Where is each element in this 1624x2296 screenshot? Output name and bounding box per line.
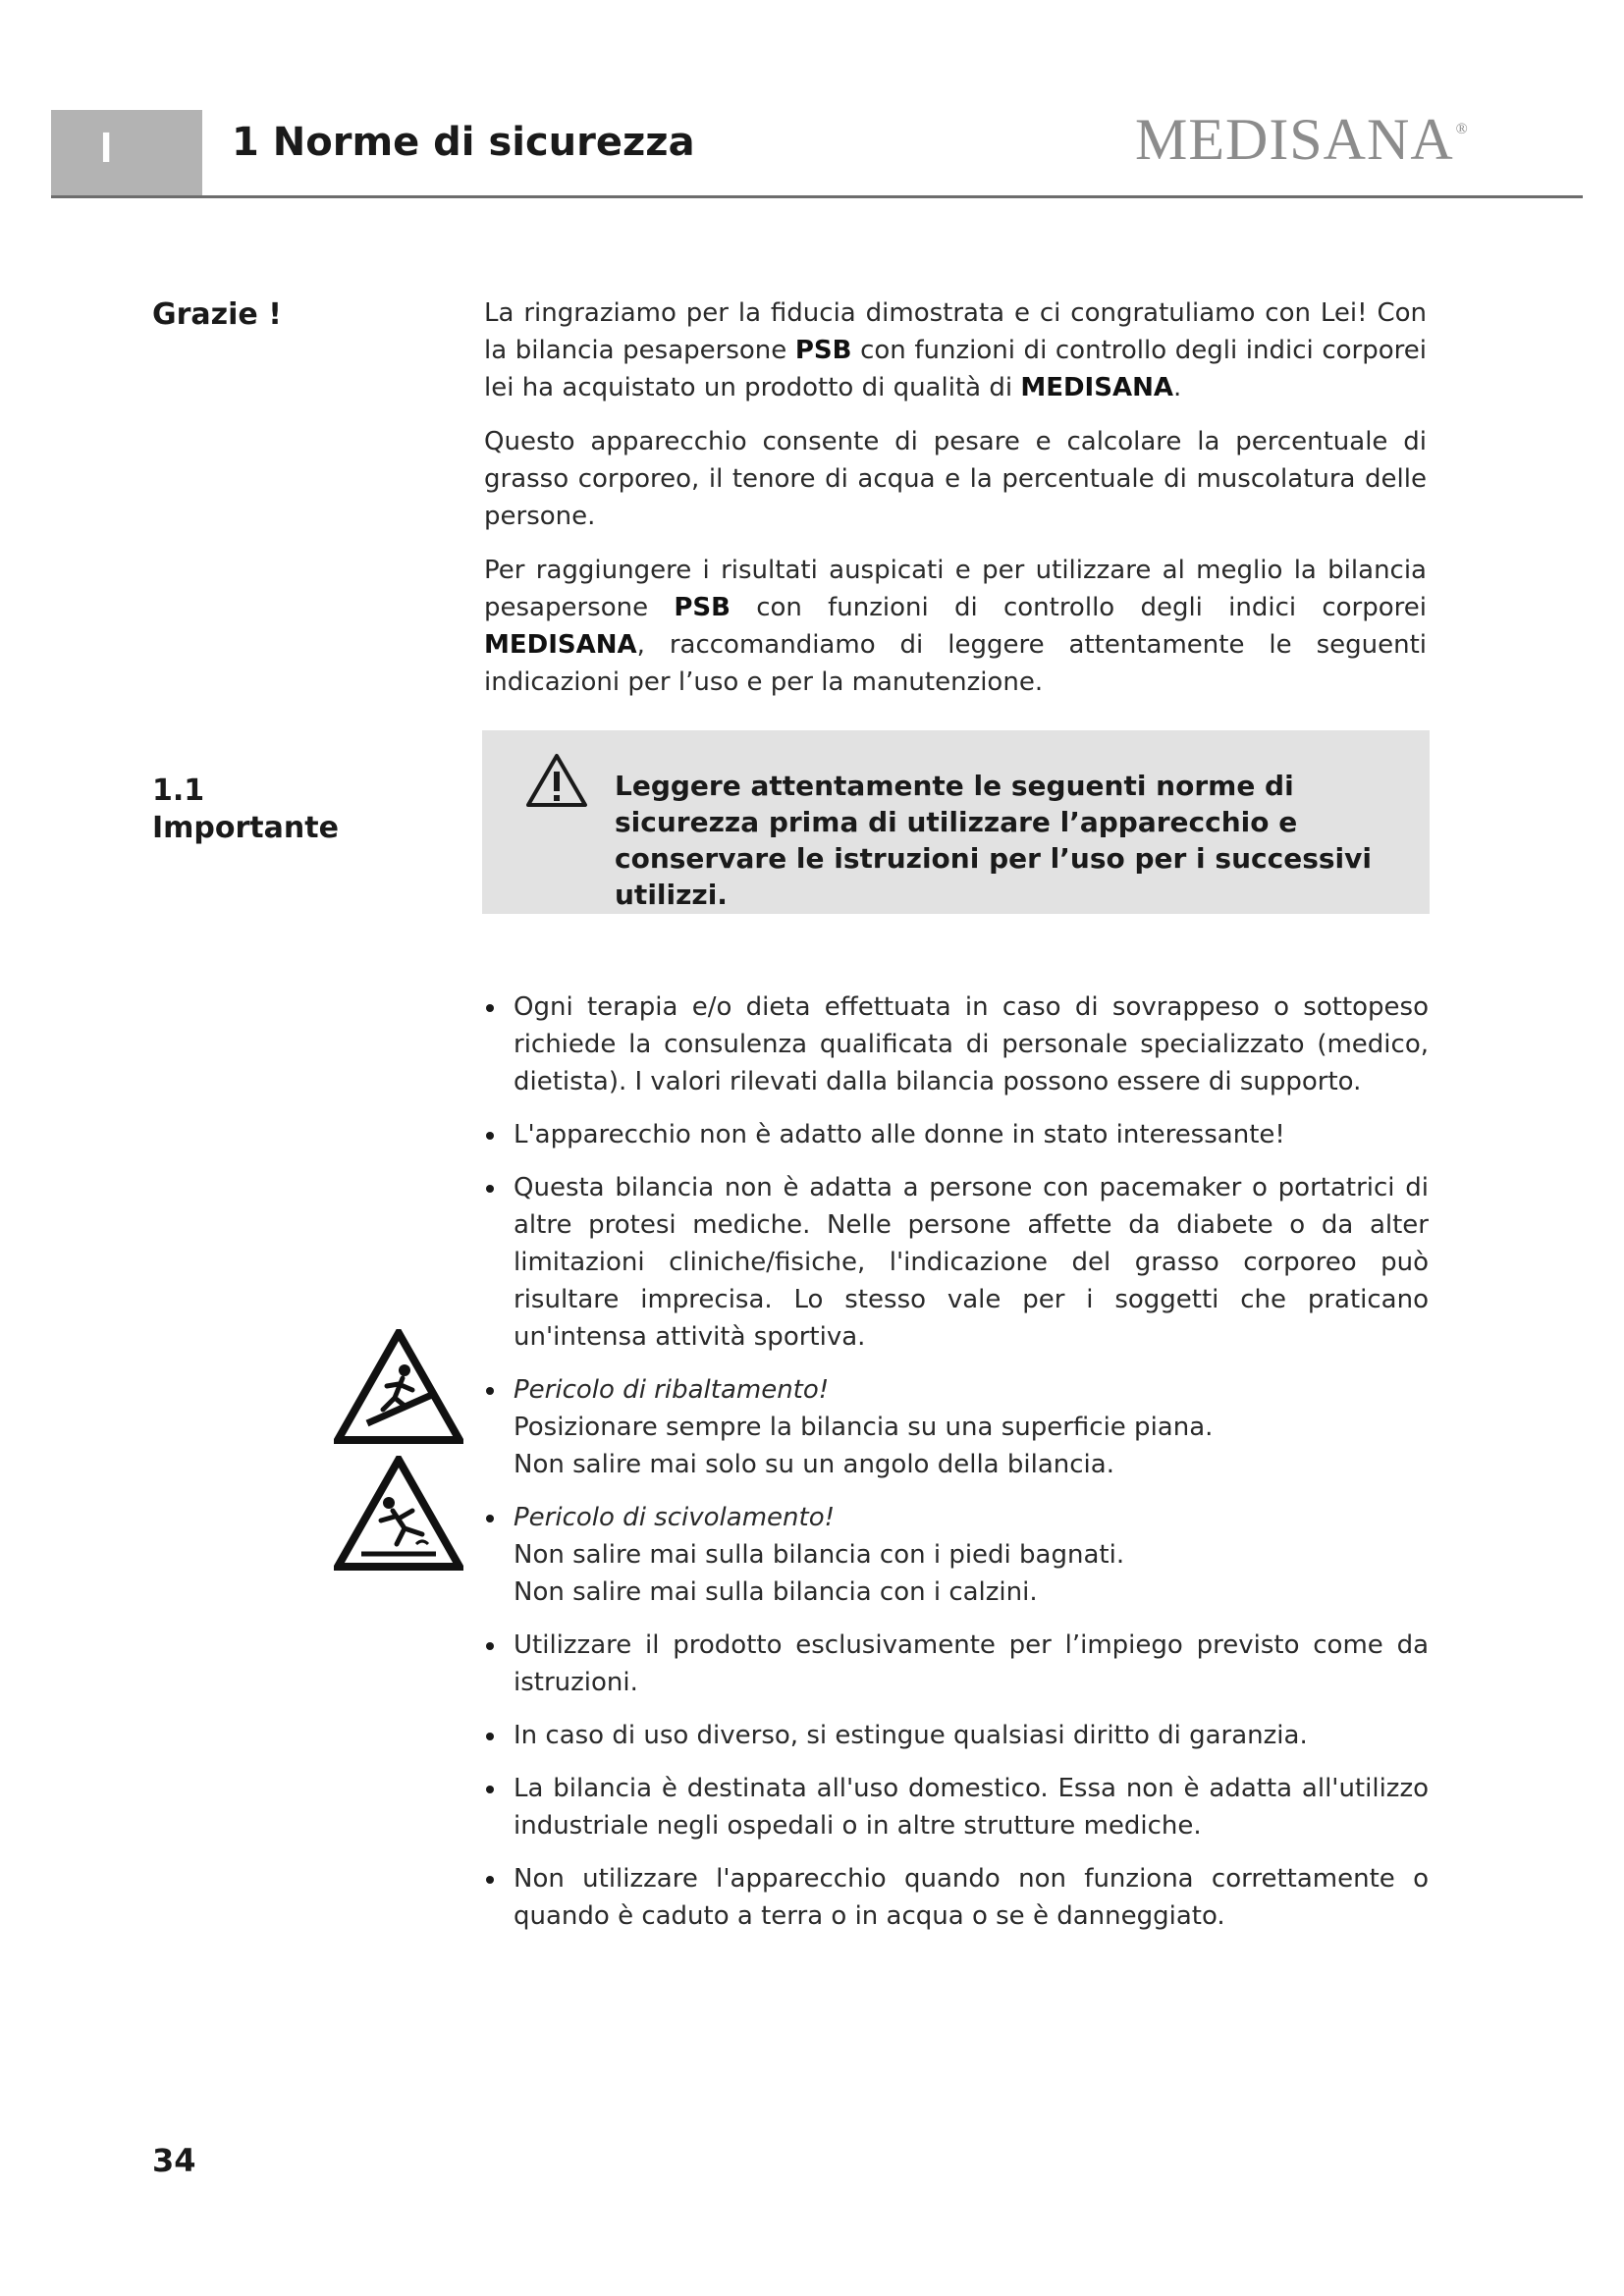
safety-notice-box — [482, 730, 1430, 914]
chapter-tab — [51, 110, 202, 196]
registered-mark: ® — [1455, 121, 1469, 137]
tipping-hazard-icon — [334, 1329, 463, 1445]
hazard-heading: Pericolo di ribaltamento! — [514, 1375, 830, 1405]
intro-paragraph-3: Per raggiungere i risultati auspicati e per utilizzare al meglio la bilancia pesapersone PSB con funzioni di controllo degli indici corporei MEDISANA, raccomandiamo di leggere attentamente le seguenti indicazioni per l’uso e per la manutenzione. — [484, 556, 1427, 697]
list-item: Ogni terapia e/o dieta effettuata in caso di sovrappeso o sottopeso richiede la consulenza qualificata di personale specializzato (medico, dietista). I valori rilevati dalla bilancia possono essere di supporto. — [484, 988, 1429, 1100]
list-item: La bilancia è destinata all'uso domestico. Essa non è adatta all'utilizzo industriale negli ospedali o in altre strutture mediche. — [484, 1770, 1429, 1844]
warning-triangle-icon — [525, 752, 588, 809]
hazard-heading: Pericolo di scivolamento! — [514, 1503, 836, 1532]
page-number: 34 — [152, 2142, 196, 2179]
brand-logo — [1135, 107, 1469, 172]
section-title: Importante — [152, 811, 339, 845]
section-number: 1.1 — [152, 774, 205, 808]
section-heading — [152, 773, 339, 847]
intro-text — [484, 294, 1427, 718]
intro-label: Grazie ! — [152, 297, 282, 332]
intro-paragraph-2: Questo apparecchio consente di pesare e calcolare la percentuale di grasso corporeo, il tenore di acqua e la percentuale di muscolatura delle persone. — [484, 427, 1427, 531]
list-item: In caso di uso diverso, si estingue qualsiasi diritto di garanzia. — [484, 1717, 1429, 1754]
list-item: Utilizzare il prodotto esclusivamente per l’impiego previsto come da istruzioni. — [484, 1627, 1429, 1701]
brand-logo-text: MEDISANA — [1135, 107, 1454, 172]
intro-paragraph-1: La ringraziamo per la fiducia dimostrata e ci congratuliamo con Lei! Con la bilancia pesapersone PSB con funzioni di controllo degli indici corporei lei ha acquistato un prodotto di qualità di MEDISANA. — [484, 298, 1427, 402]
safety-bullet-list — [484, 988, 1429, 1950]
list-item: Questa bilancia non è adatta a persone con pacemaker o portatrici di altre protesi mediche. Nelle persone affette da diabete o da alter limitazioni cliniche/fisiche, l'indicazione del grasso corporeo può risultare imprecisa. Lo stesso vale per i soggetti che praticano un'intensa attività sportiva. — [484, 1169, 1429, 1356]
page-title: 1 Norme di sicurezza — [232, 120, 695, 165]
list-item: Pericolo di scivolamento! Non salire mai sulla bilancia con i piedi bagnati. Non salire mai sulla bilancia con i calzini. — [484, 1499, 1429, 1611]
slipping-hazard-icon — [334, 1456, 463, 1572]
list-item: Pericolo di ribaltamento! Posizionare sempre la bilancia su una superficie piana. Non salire mai solo su un angolo della bilancia. — [484, 1371, 1429, 1483]
safety-notice-text: Leggere attentamente le seguenti norme di sicurezza prima di utilizzare l’apparecchio e conservare le istruzioni per l’uso per i successivi utilizzi. — [615, 770, 1372, 911]
list-item: L'apparecchio non è adatto alle donne in stato interessante! — [484, 1116, 1429, 1153]
chapter-tab-letter: I — [100, 124, 113, 172]
header-divider — [51, 195, 1583, 198]
list-item: Non utilizzare l'apparecchio quando non funziona correttamente o quando è caduto a terra o in acqua o se è danneggiato. — [484, 1860, 1429, 1935]
